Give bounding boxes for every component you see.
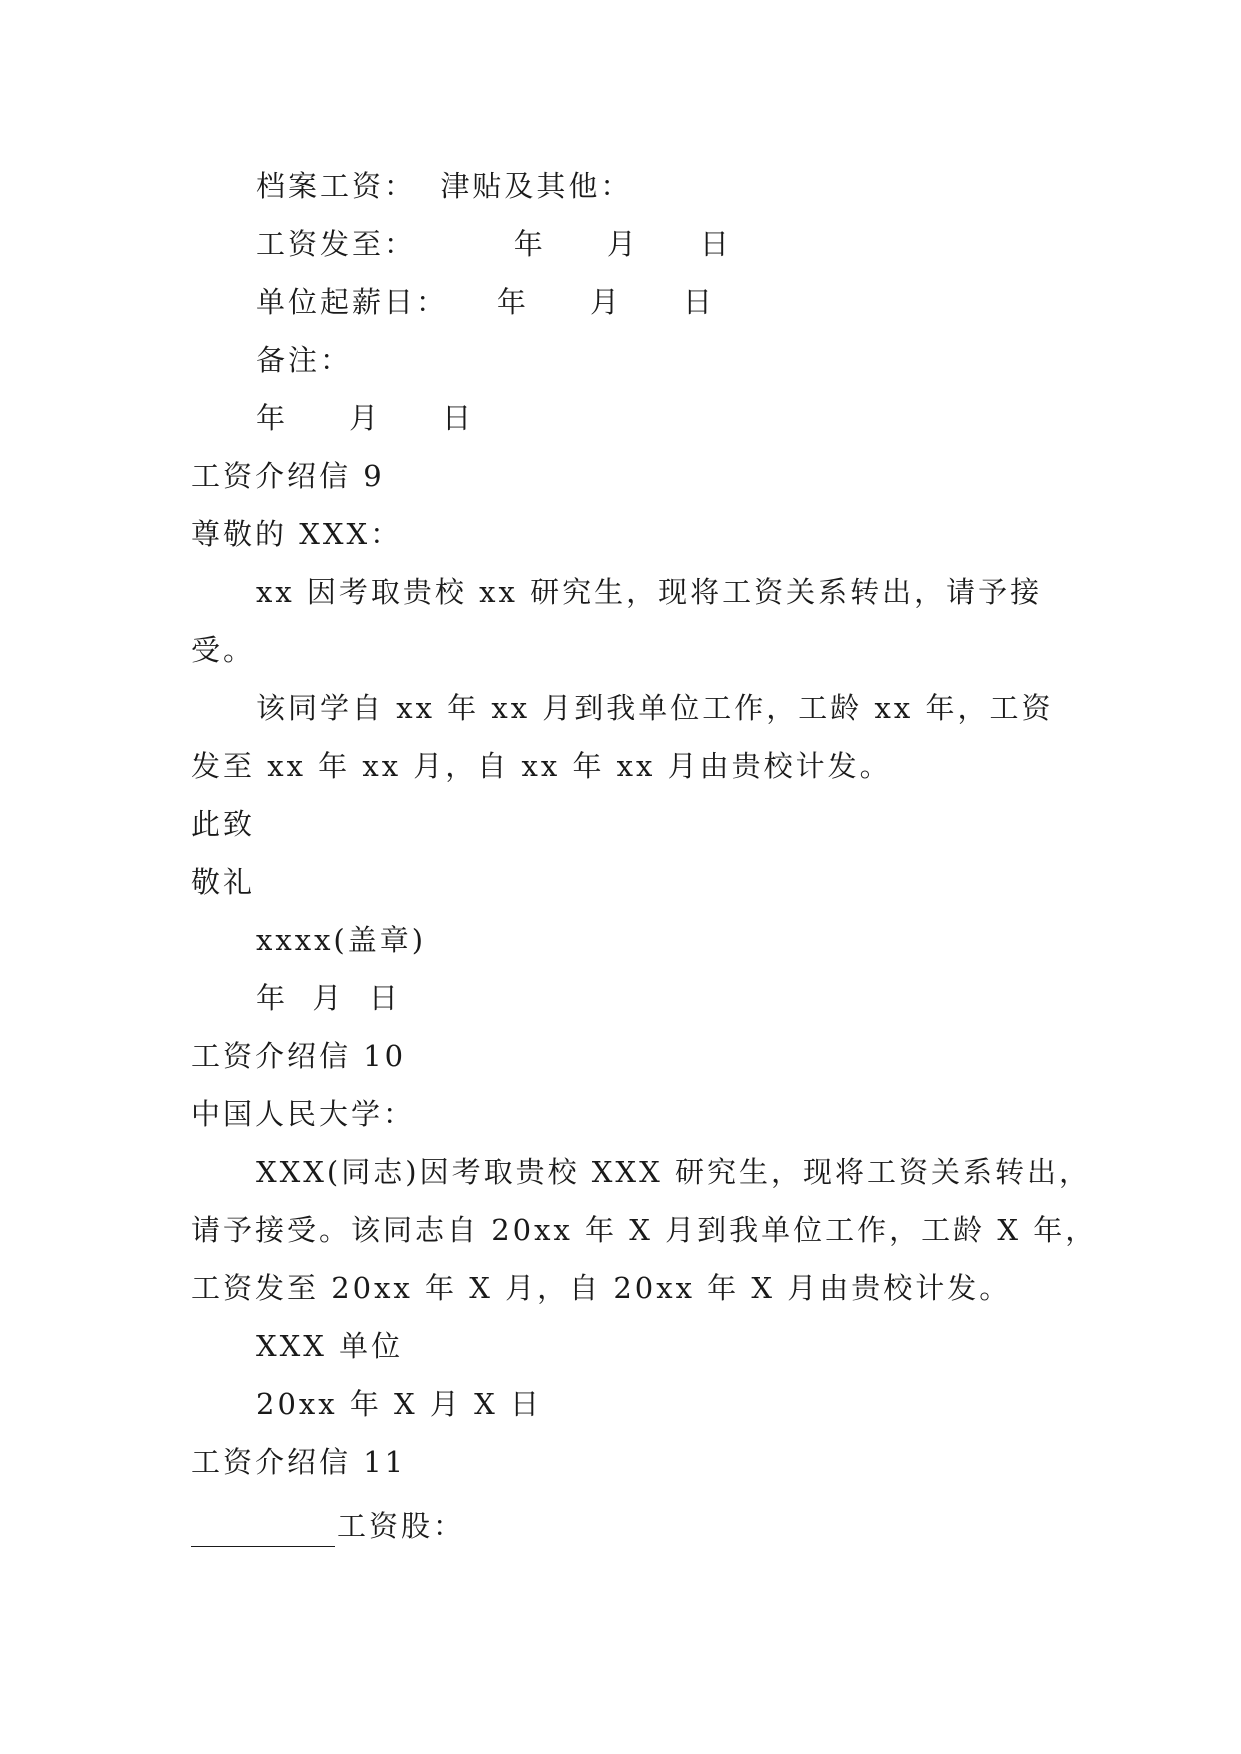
salary-fields-line: 档案工资： 津贴及其他： (256, 169, 633, 203)
letter-9-date: 年 月 日 (256, 981, 401, 1015)
letter-10-signature: XXX 单位 (256, 1329, 404, 1363)
salary-paid-until-line: 工资发至： 年 月 日 (256, 227, 732, 261)
letter-10-heading: 工资介绍信 10 (191, 1039, 407, 1073)
letter-9-salutation: 尊敬的 XXX： (191, 517, 403, 551)
letter-9-heading: 工资介绍信 9 (191, 459, 385, 493)
letter-9-signature: xxxx(盖章) (256, 923, 427, 957)
letter-10-body-line-2: 请予接受。该同志自 20xx 年 X 月到我单位工作，工龄 X 年， (191, 1213, 1098, 1247)
remarks-line: 备注： (256, 343, 353, 377)
letter-9-body-line-1: xx 因考取贵校 xx 研究生，现将工资关系转出，请予接 (256, 575, 1043, 609)
letter-10-body-line-1: XXX(同志)因考取贵校 XXX 研究生，现将工资关系转出， (256, 1155, 1091, 1189)
letter-10-date: 20xx 年 X 月 X 日 (256, 1387, 542, 1421)
letter-10-body-line-3: 工资发至 20xx 年 X 月，自 20xx 年 X 月由贵校计发。 (191, 1271, 1012, 1305)
letter-9-closing-2: 敬礼 (191, 865, 256, 899)
letter-9-body-line-3: 该同学自 xx 年 xx 月到我单位工作，工龄 xx 年，工资 (256, 691, 1054, 725)
letter-10-salutation: 中国人民大学： (191, 1097, 416, 1131)
fill-in-blank (191, 1546, 335, 1547)
letter-9-body-line-4: 发至 xx 年 xx 月，自 xx 年 xx 月由贵校计发。 (191, 749, 892, 783)
letter-9-closing-1: 此致 (191, 807, 256, 841)
letter-11-heading: 工资介绍信 11 (191, 1445, 407, 1479)
start-pay-date-line: 单位起薪日： 年 月 日 (256, 285, 716, 319)
letter-9-body-line-2: 受。 (191, 633, 256, 667)
letter-11-salutation: 工资股： (337, 1509, 466, 1543)
date-line: 年 月 日 (256, 401, 475, 435)
